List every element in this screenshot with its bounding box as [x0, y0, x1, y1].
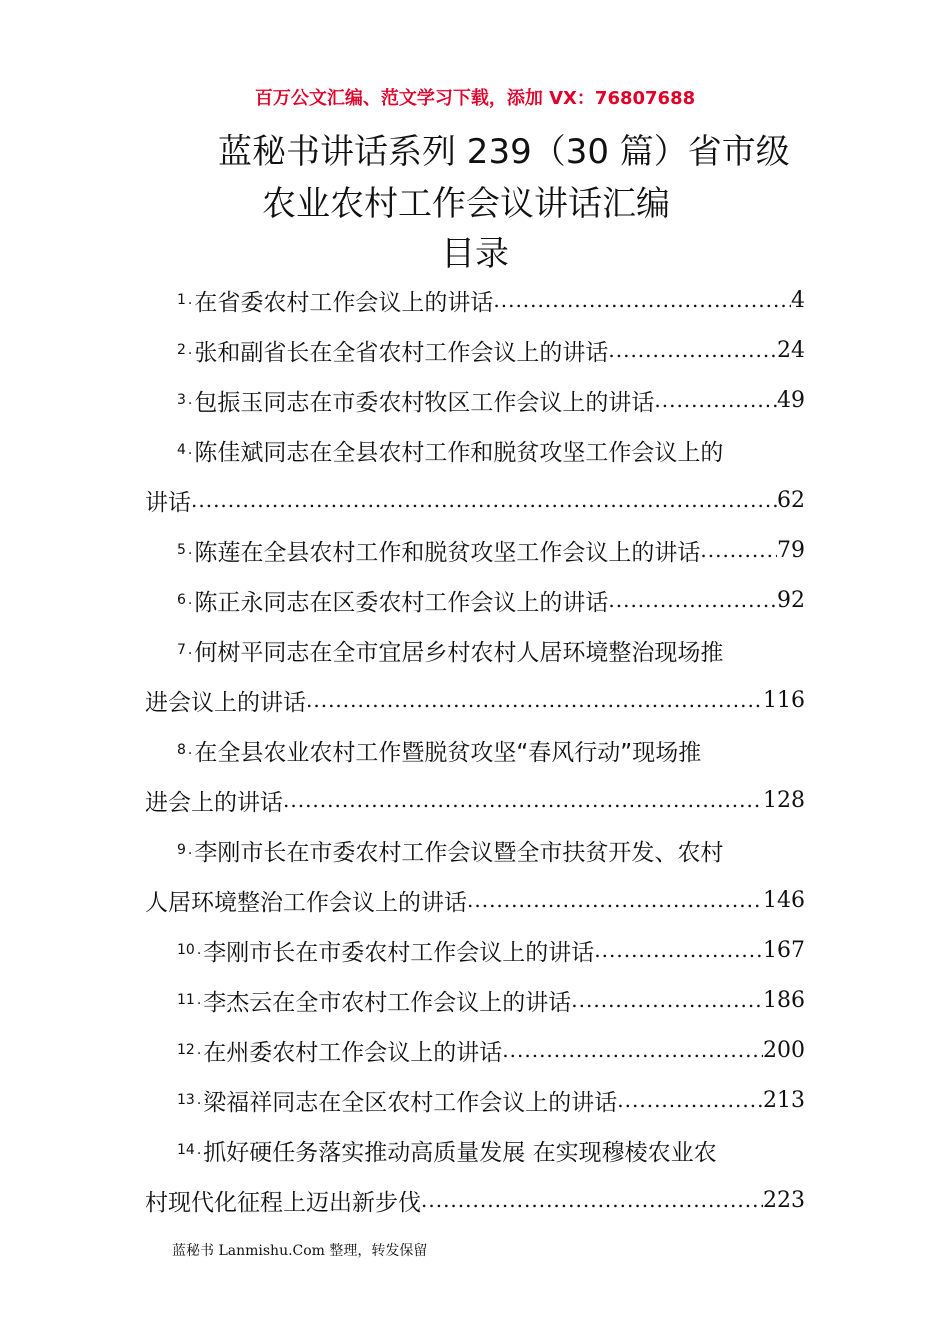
toc-entry-title: 李刚市长在市委农村工作会议上的讲话	[203, 939, 595, 966]
toc-page-number: 128	[763, 787, 805, 813]
toc-entry-title: 李杰云在全市农村工作会议上的讲话	[203, 989, 572, 1016]
toc-dot-leader	[306, 688, 763, 712]
table-of-contents	[145, 275, 805, 1225]
toc-entry-title: 包振玉同志在市委农村牧区工作会议上的讲话	[194, 389, 655, 416]
toc-entry[interactable]	[145, 925, 805, 975]
doc-title-line1: 蓝秘书讲话系列 239（30 篇）省市级	[218, 132, 790, 172]
toc-entry-continuation[interactable]	[145, 775, 805, 825]
toc-dot-leader	[571, 988, 763, 1012]
toc-page-number: 116	[763, 687, 805, 713]
toc-entry[interactable]	[145, 375, 805, 425]
toc-entry-separator: .	[187, 542, 193, 558]
toc-entry-title-cont: 进会上的讲话	[145, 789, 283, 816]
toc-page-number: 200	[763, 1037, 805, 1063]
toc-entry-title-cont: 讲话	[145, 489, 191, 516]
toc-heading: 目录	[441, 234, 509, 274]
toc-entry-title: 梁福祥同志在全区农村工作会议上的讲话	[203, 1089, 618, 1116]
toc-entry-number: 7	[177, 642, 186, 658]
toc-entry[interactable]	[145, 975, 805, 1025]
toc-entry[interactable]	[145, 275, 805, 325]
toc-entry-title: 陈佳斌同志在全县农村工作和脱贫攻坚工作会议上的	[194, 439, 724, 466]
toc-page-number: 62	[777, 487, 805, 513]
toc-entry[interactable]	[145, 625, 805, 675]
toc-entry[interactable]	[145, 1075, 805, 1125]
toc-entry[interactable]	[145, 725, 805, 775]
toc-page-number: 167	[763, 937, 805, 963]
toc-entry-separator: .	[187, 842, 193, 858]
doc-title-line2: 农业农村工作会议讲话汇编	[262, 184, 670, 224]
toc-entry-title: 在省委农村工作会议上的讲话	[194, 289, 494, 316]
toc-entry[interactable]	[145, 575, 805, 625]
toc-entry-number: 3	[177, 392, 186, 408]
toc-entry-title: 在州委农村工作会议上的讲话	[203, 1039, 503, 1066]
toc-entry-separator: .	[196, 1142, 202, 1158]
toc-entry-separator: .	[187, 392, 193, 408]
toc-page-number: 186	[763, 987, 805, 1013]
toc-entry-number: 1	[177, 292, 186, 308]
toc-dot-leader	[191, 488, 777, 512]
toc-entry-number: 14	[177, 1142, 195, 1158]
toc-page-number: 146	[763, 887, 805, 913]
toc-entry-title: 陈正永同志在区委农村工作会议上的讲话	[194, 589, 609, 616]
toc-entry-number: 12	[177, 1042, 195, 1058]
toc-entry-continuation[interactable]	[145, 475, 805, 525]
toc-entry[interactable]	[145, 1125, 805, 1175]
toc-entry-title: 陈莲在全县农村工作和脱贫攻坚工作会议上的讲话	[194, 539, 701, 566]
toc-page-number: 49	[777, 387, 805, 413]
toc-entry-number: 13	[177, 1092, 195, 1108]
toc-entry-separator: .	[196, 1092, 202, 1108]
toc-entry-separator: .	[196, 942, 202, 958]
toc-entry-title: 李刚市长在市委农村工作会议暨全市扶贫开发、农村	[194, 839, 724, 866]
toc-page-number: 223	[763, 1187, 805, 1213]
toc-page-number: 92	[777, 587, 805, 613]
toc-dot-leader	[617, 1088, 763, 1112]
toc-page-number: 24	[777, 337, 805, 363]
toc-entry-title-cont: 进会议上的讲话	[145, 689, 306, 716]
toc-entry-title: 何树平同志在全市宜居乡村农村人居环境整治现场推	[194, 639, 724, 666]
toc-entry-separator: .	[187, 342, 193, 358]
toc-page-number: 79	[777, 537, 805, 563]
toc-dot-leader	[283, 788, 763, 812]
toc-dot-leader	[700, 538, 777, 562]
promo-banner: 百万公文汇编、范文学习下载，添加 VX：76807688	[254, 88, 696, 109]
toc-entry-number: 6	[177, 592, 186, 608]
toc-entry-continuation[interactable]	[145, 675, 805, 725]
toc-entry-separator: .	[196, 992, 202, 1008]
footer-note: 蓝秘书 Lanmishu.Com 整理，转发保留	[172, 1243, 428, 1259]
toc-entry[interactable]	[145, 1025, 805, 1075]
toc-dot-leader	[608, 338, 777, 362]
toc-entry-separator: .	[187, 292, 193, 308]
toc-entry-number: 2	[177, 342, 186, 358]
toc-entry-title: 在全县农业农村工作暨脱贫攻坚“春风行动”现场推	[194, 739, 702, 766]
toc-dot-leader	[594, 938, 763, 962]
toc-entry[interactable]	[145, 525, 805, 575]
toc-entry-title-cont: 人居环境整治工作会议上的讲话	[145, 889, 467, 916]
toc-dot-leader	[493, 288, 791, 312]
toc-entry[interactable]	[145, 825, 805, 875]
toc-page-number: 4	[791, 287, 805, 313]
toc-entry-number: 11	[177, 992, 195, 1008]
toc-dot-leader	[654, 388, 777, 412]
toc-entry-number: 8	[177, 742, 186, 758]
toc-entry-continuation[interactable]	[145, 1175, 805, 1225]
toc-entry-number: 5	[177, 542, 186, 558]
toc-entry-title-cont: 村现代化征程上迈出新步伐	[145, 1189, 421, 1216]
toc-entry-separator: .	[187, 592, 193, 608]
toc-entry-separator: .	[196, 1042, 202, 1058]
toc-dot-leader	[421, 1188, 763, 1212]
toc-entry-title: 张和副省长在全省农村工作会议上的讲话	[194, 339, 609, 366]
toc-dot-leader	[467, 888, 763, 912]
toc-entry-title: 抓好硬任务落实推动高质量发展 在实现穆棱农业农	[203, 1139, 717, 1166]
toc-dot-leader	[608, 588, 777, 612]
toc-page-number: 213	[763, 1087, 805, 1113]
toc-entry-number: 4	[177, 442, 186, 458]
toc-entry-number: 10	[177, 942, 195, 958]
toc-entry-separator: .	[187, 442, 193, 458]
toc-entry-separator: .	[187, 742, 193, 758]
toc-entry-number: 9	[177, 842, 186, 858]
toc-dot-leader	[502, 1038, 763, 1062]
toc-entry[interactable]	[145, 325, 805, 375]
toc-entry-separator: .	[187, 642, 193, 658]
toc-entry-continuation[interactable]	[145, 875, 805, 925]
toc-entry[interactable]	[145, 425, 805, 475]
